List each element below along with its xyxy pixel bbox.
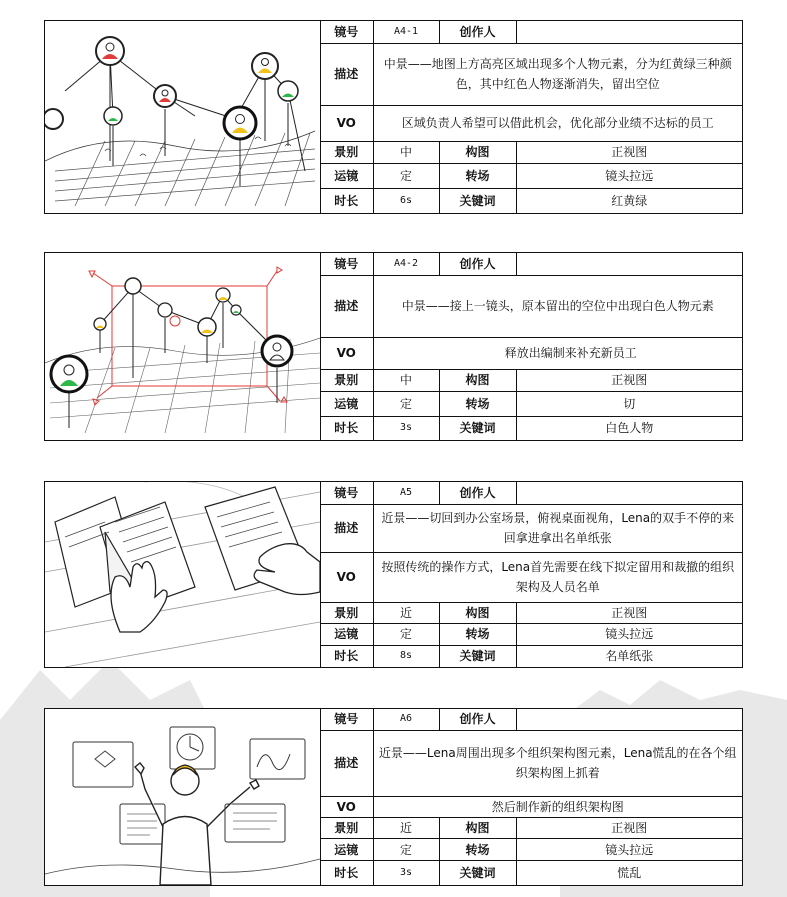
composition-label: 构图 bbox=[439, 369, 516, 391]
creator-value bbox=[516, 709, 742, 730]
transition-label: 转场 bbox=[439, 839, 516, 861]
composition-value: 正视图 bbox=[516, 369, 742, 391]
shot-size-value: 中 bbox=[373, 369, 439, 391]
vo-label: VO bbox=[320, 552, 373, 602]
vo-value: 释放出编制来补充新员工 bbox=[373, 337, 742, 369]
keyword-value: 红黄绿 bbox=[516, 188, 742, 213]
transition-value: 镜头拉远 bbox=[516, 163, 742, 188]
creator-label: 创作人 bbox=[439, 709, 516, 730]
shot-no-label: 镜号 bbox=[320, 482, 373, 504]
composition-label: 构图 bbox=[439, 602, 516, 623]
shot-size-label: 景别 bbox=[320, 369, 373, 391]
creator-value bbox=[516, 482, 742, 504]
shot-no-label: 镜号 bbox=[320, 709, 373, 730]
shot-info-table-2 bbox=[320, 253, 742, 440]
movement-value: 定 bbox=[373, 391, 439, 416]
desc-value: 近景——切回到办公室场景，俯视桌面视角，Lena的双手不停的来回拿进拿出名单纸张 bbox=[373, 504, 742, 552]
shot-size-value: 中 bbox=[373, 141, 439, 163]
shot-no-value: A5 bbox=[373, 482, 439, 504]
transition-label: 转场 bbox=[439, 163, 516, 188]
keyword-label: 关键词 bbox=[439, 645, 516, 667]
shot-illustration-lena-org-charts bbox=[45, 709, 321, 885]
storyboard-card-1 bbox=[44, 20, 743, 214]
composition-value: 正视图 bbox=[516, 602, 742, 623]
shot-illustration-white-person bbox=[45, 253, 321, 440]
vo-value: 按照传统的操作方式，Lena首先需要在线下拟定留用和裁撤的组织架构及人员名单 bbox=[373, 552, 742, 602]
vo-value: 然后制作新的组织架构图 bbox=[373, 796, 742, 817]
duration-label: 时长 bbox=[320, 861, 373, 885]
shot-size-label: 景别 bbox=[320, 141, 373, 163]
transition-value: 镜头拉远 bbox=[516, 839, 742, 861]
shot-no-label: 镜号 bbox=[320, 253, 373, 275]
shot-illustration-desk-papers bbox=[45, 482, 321, 667]
movement-label: 运镜 bbox=[320, 623, 373, 645]
shot-size-label: 景别 bbox=[320, 602, 373, 623]
creator-value bbox=[516, 21, 742, 43]
shot-size-value: 近 bbox=[373, 818, 439, 839]
vo-label: VO bbox=[320, 105, 373, 141]
keyword-value: 慌乱 bbox=[516, 861, 742, 885]
movement-label: 运镜 bbox=[320, 391, 373, 416]
vo-label: VO bbox=[320, 796, 373, 817]
duration-value: 8s bbox=[373, 645, 439, 667]
creator-label: 创作人 bbox=[439, 482, 516, 504]
storyboard-card-4 bbox=[44, 708, 743, 886]
desc-label: 描述 bbox=[320, 504, 373, 552]
desc-value: 中景——接上一镜头，原本留出的空位中出现白色人物元素 bbox=[373, 275, 742, 337]
movement-value: 定 bbox=[373, 163, 439, 188]
keyword-label: 关键词 bbox=[439, 188, 516, 213]
shot-no-value: A6 bbox=[373, 709, 439, 730]
movement-value: 定 bbox=[373, 839, 439, 861]
shot-no-value: A4-2 bbox=[373, 253, 439, 275]
composition-label: 构图 bbox=[439, 818, 516, 839]
desc-label: 描述 bbox=[320, 275, 373, 337]
storyboard-card-2 bbox=[44, 252, 743, 441]
keyword-value: 名单纸张 bbox=[516, 645, 742, 667]
composition-value: 正视图 bbox=[516, 141, 742, 163]
keyword-label: 关键词 bbox=[439, 861, 516, 885]
composition-label: 构图 bbox=[439, 141, 516, 163]
duration-value: 3s bbox=[373, 861, 439, 885]
vo-value: 区域负责人希望可以借此机会，优化部分业绩不达标的员工 bbox=[373, 105, 742, 141]
composition-value: 正视图 bbox=[516, 818, 742, 839]
shot-illustration-map-people bbox=[45, 21, 321, 213]
desc-value: 近景——Lena周围出现多个组织架构图元素，Lena慌乱的在各个组织架构图上抓着 bbox=[373, 730, 742, 796]
shot-size-label: 景别 bbox=[320, 818, 373, 839]
creator-value bbox=[516, 253, 742, 275]
desc-label: 描述 bbox=[320, 730, 373, 796]
shot-info-table-3 bbox=[320, 482, 742, 667]
duration-value: 6s bbox=[373, 188, 439, 213]
desc-value: 中景——地图上方高亮区域出现多个人物元素，分为红黄绿三种颜色，其中红色人物逐渐消失，留出空位 bbox=[373, 43, 742, 105]
duration-value: 3s bbox=[373, 416, 439, 440]
storyboard-card-3 bbox=[44, 481, 743, 668]
creator-label: 创作人 bbox=[439, 253, 516, 275]
duration-label: 时长 bbox=[320, 188, 373, 213]
desc-label: 描述 bbox=[320, 43, 373, 105]
shot-no-value: A4-1 bbox=[373, 21, 439, 43]
movement-label: 运镜 bbox=[320, 163, 373, 188]
shot-info-table-4 bbox=[320, 709, 742, 885]
vo-label: VO bbox=[320, 337, 373, 369]
transition-value: 镜头拉远 bbox=[516, 623, 742, 645]
transition-value: 切 bbox=[516, 391, 742, 416]
duration-label: 时长 bbox=[320, 416, 373, 440]
duration-label: 时长 bbox=[320, 645, 373, 667]
shot-info-table-1 bbox=[320, 21, 742, 213]
movement-label: 运镜 bbox=[320, 839, 373, 861]
transition-label: 转场 bbox=[439, 623, 516, 645]
shot-no-label: 镜号 bbox=[320, 21, 373, 43]
creator-label: 创作人 bbox=[439, 21, 516, 43]
movement-value: 定 bbox=[373, 623, 439, 645]
keyword-value: 白色人物 bbox=[516, 416, 742, 440]
transition-label: 转场 bbox=[439, 391, 516, 416]
shot-size-value: 近 bbox=[373, 602, 439, 623]
keyword-label: 关键词 bbox=[439, 416, 516, 440]
